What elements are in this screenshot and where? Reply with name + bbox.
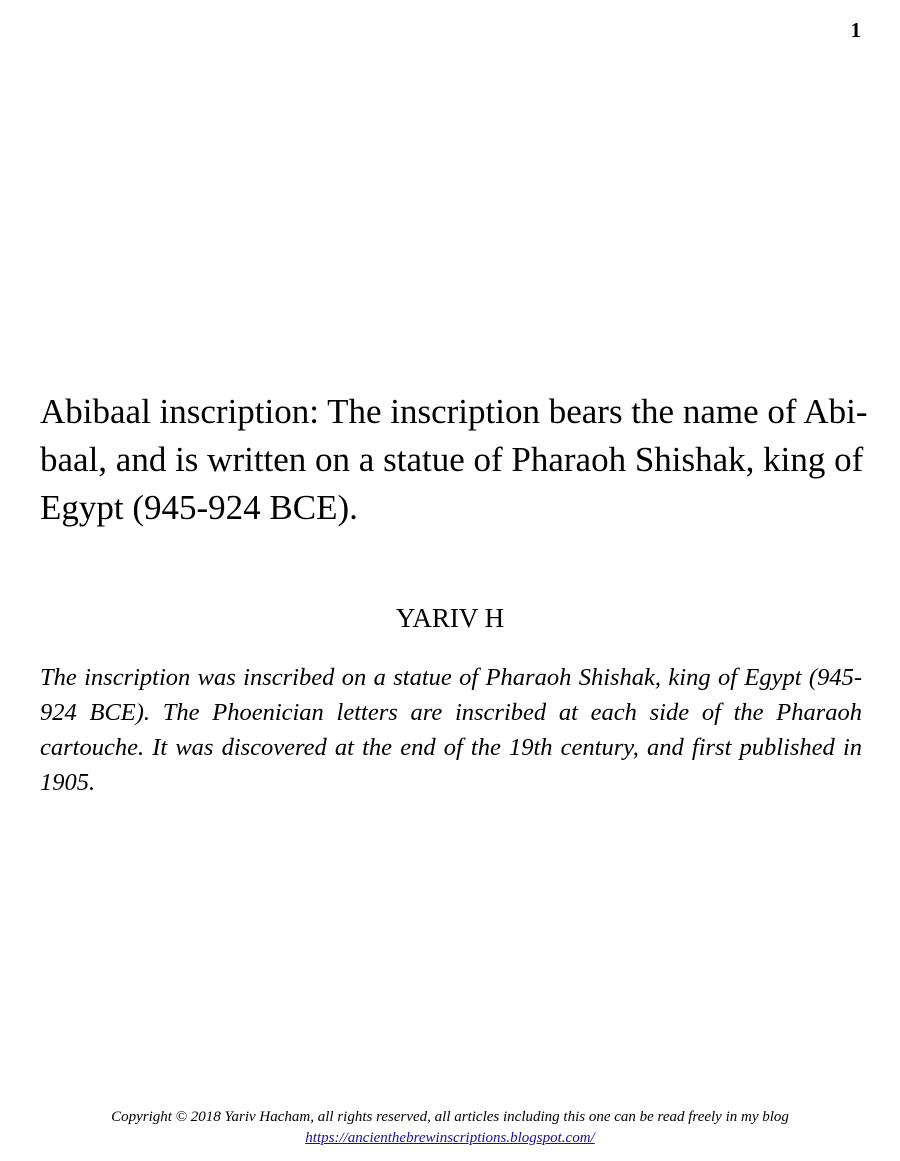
author-name: YARIV H bbox=[395, 603, 505, 633]
page-number: 1 bbox=[850, 18, 861, 42]
copyright-notice: Copyright © 2018 Yariv Hacham, all rights reserved, all articles including this one can be read freely in my blog bbox=[111, 1109, 789, 1125]
abstract-paragraph: The inscription was inscribed on a statue of Pharaoh Shishak, king of Egypt (945-924 BCE). The Phoenician letters are inscribed at each side of the Pharaoh cartouche. It was discovered at the end of the 19th century, and first published in 1905. bbox=[40, 664, 862, 796]
page-footer bbox=[0, 1107, 900, 1149]
blog-link[interactable]: https://ancienthebrewinscriptions.blogspot.com/ bbox=[305, 1130, 595, 1146]
document-title: Abibaal inscription: The inscription bears the name of Abi-baal, and is written on a statue of Pharaoh Shishak, king of Egypt (945-924 BCE). bbox=[40, 392, 868, 527]
